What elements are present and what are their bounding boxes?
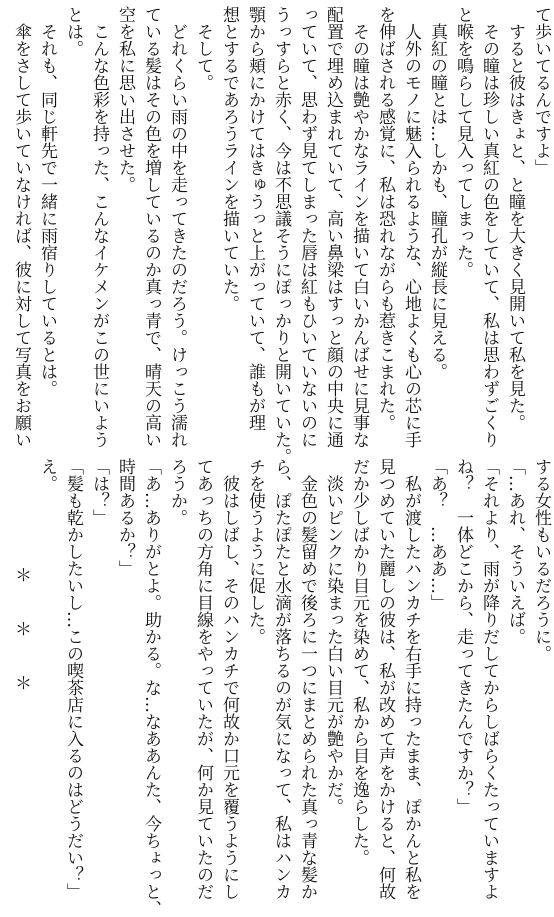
text-line: そして。 <box>193 6 213 91</box>
text-line: 淡いピンクに染まった白い目元が艶やかだ。 <box>323 458 343 815</box>
text-line: ろうか。 <box>167 458 187 526</box>
text-line: と喉を鳴らして見入ってしまった。 <box>453 6 473 278</box>
text-line: 配置で埋め込まれていて、高い鼻梁はすっと顔の中央に通 <box>323 6 343 448</box>
text-line: 私が渡したハンカチを右手に持ったまま、ぽかんと私を <box>401 458 421 900</box>
text-line: だか少しばかり目元を染めて、私から目を逸らした。 <box>349 458 369 866</box>
text-line: 彼はしばし、そのハンカチで何故か口元を覆うようにし <box>219 458 239 900</box>
text-line: を伸ばされる感覚に、私は恐れながらも惹きこまれた。 <box>375 6 395 431</box>
text-line: する女性もいるだろうに。 <box>531 458 551 662</box>
text-line: 人外のモノに魅入られるような、心地よくも心の芯に手 <box>401 6 421 448</box>
text-line: 空を私に思い出させた。 <box>115 6 135 193</box>
text-line: 真紅の瞳とは…しかも、瞳孔が縦長に見える。 <box>427 6 447 380</box>
text-line: それも、同じ軒先で一緒に雨宿りしているとは。 <box>37 6 57 397</box>
text-line: ね？ 一体どこから、走ってきたんですか？」 <box>453 458 473 815</box>
text-line: え。 <box>37 458 57 492</box>
upper-text-block <box>8 6 554 465</box>
text-line: て歩いてるんですよ」 <box>531 6 551 176</box>
text-line: 想とするであろうラインを描いていた。 <box>219 6 239 312</box>
text-line: 「は？」 <box>89 458 109 526</box>
text-line: どれくらい雨の中を走ってきたのだろう。けっこう濡れ <box>167 6 187 448</box>
text-line: 時間あるか？」 <box>115 458 135 577</box>
text-line: その瞳は珍しい真紅の色をしていて、私は思わずごくり <box>479 6 499 448</box>
text-line: 「それより、雨が降りだしてからしばらくたっていますよ <box>479 458 499 900</box>
lower-text-block <box>8 458 554 917</box>
text-line: チを使うように促した。 <box>245 458 265 645</box>
text-line: 傘をさして歩いていなければ、彼に対して写真をお願い <box>11 6 31 448</box>
text-line: ら、ぽたぽたと水滴が落ちるのが気になって、私はハンカ <box>271 458 291 900</box>
text-line: ている髪はその色を増しているのか真っ青で、晴天の高い <box>141 6 161 448</box>
text-line: 「…あれ、そういえば。 <box>505 458 525 645</box>
text-line: 「あ…ありがとよ。助かる。な…なああんた、今ちょっと、 <box>141 458 161 917</box>
text-line: とは。 <box>63 6 83 57</box>
text-line: すると彼はきょと、と瞳を大きく見開いて私を見た。 <box>505 6 525 431</box>
text-line: こんな色彩を持った、こんなイケメンがこの世にいよう <box>89 6 109 448</box>
text-line: 見つめていた麗しの彼は、私が改めて声をかけると、何故 <box>375 458 395 900</box>
text-line: 「髪も乾かしたいし…この喫茶店に入るのはどうだい？」 <box>63 458 83 900</box>
text-line: うっすらと赤く、今は不思議そうにぽっかりと開いていた。 <box>271 6 291 465</box>
text-line: てあっちの方角に目線をやっていたが、何か見ていたのだ <box>193 458 213 900</box>
text-line: 「あ？ …ああ…」 <box>427 458 447 611</box>
text-line: 顎から頬にかけてはきゅうっと上がっていて、誰もが理 <box>245 6 265 431</box>
text-line: っていて、思わず見てしまった唇は紅もひいていないのに <box>297 6 317 448</box>
text-line: 金色の髪留めで後ろに一つにまとめられた真っ青な髪か <box>297 458 317 900</box>
text-line: その瞳は艶やかなラインを描いて白いかんばせに見事な <box>349 6 369 448</box>
scene-break: ＊ ＊ ＊ <box>11 458 31 701</box>
